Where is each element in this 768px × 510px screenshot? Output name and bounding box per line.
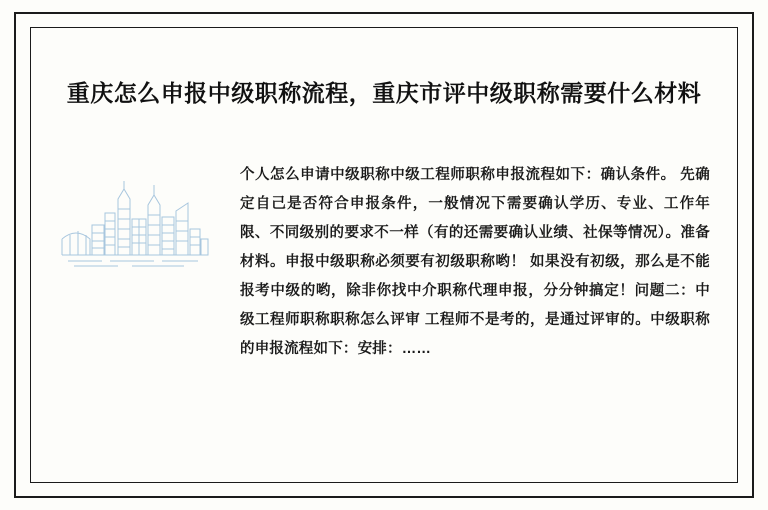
article-row [44,161,724,364]
article-body-text: 个人怎么申请中级职称中级工程师职称申报流程如下：确认条件。 先确定自己是否符合申报条件，一般情况下需要确认学历、专业、工作年限、不同级别的要求不一样（有的还需要确认业绩、社保等情况）。准备材料。申报中级职称必须要有初级职称哟！ 如果没有初级，那么是不能报考中级的哟，除非你找中介职称代理申报，分分钟搞定！问题二：中级工程师职称职称怎么评审 工程师不是考的，是通过评审的。中级职称的申报流程如下：安排：…… [240,166,710,357]
document-content [44,40,724,470]
city-skyline-icon [58,169,226,281]
page-title: 重庆怎么申报中级职称流程，重庆市评中级职称需要什么材料 [66,80,702,106]
